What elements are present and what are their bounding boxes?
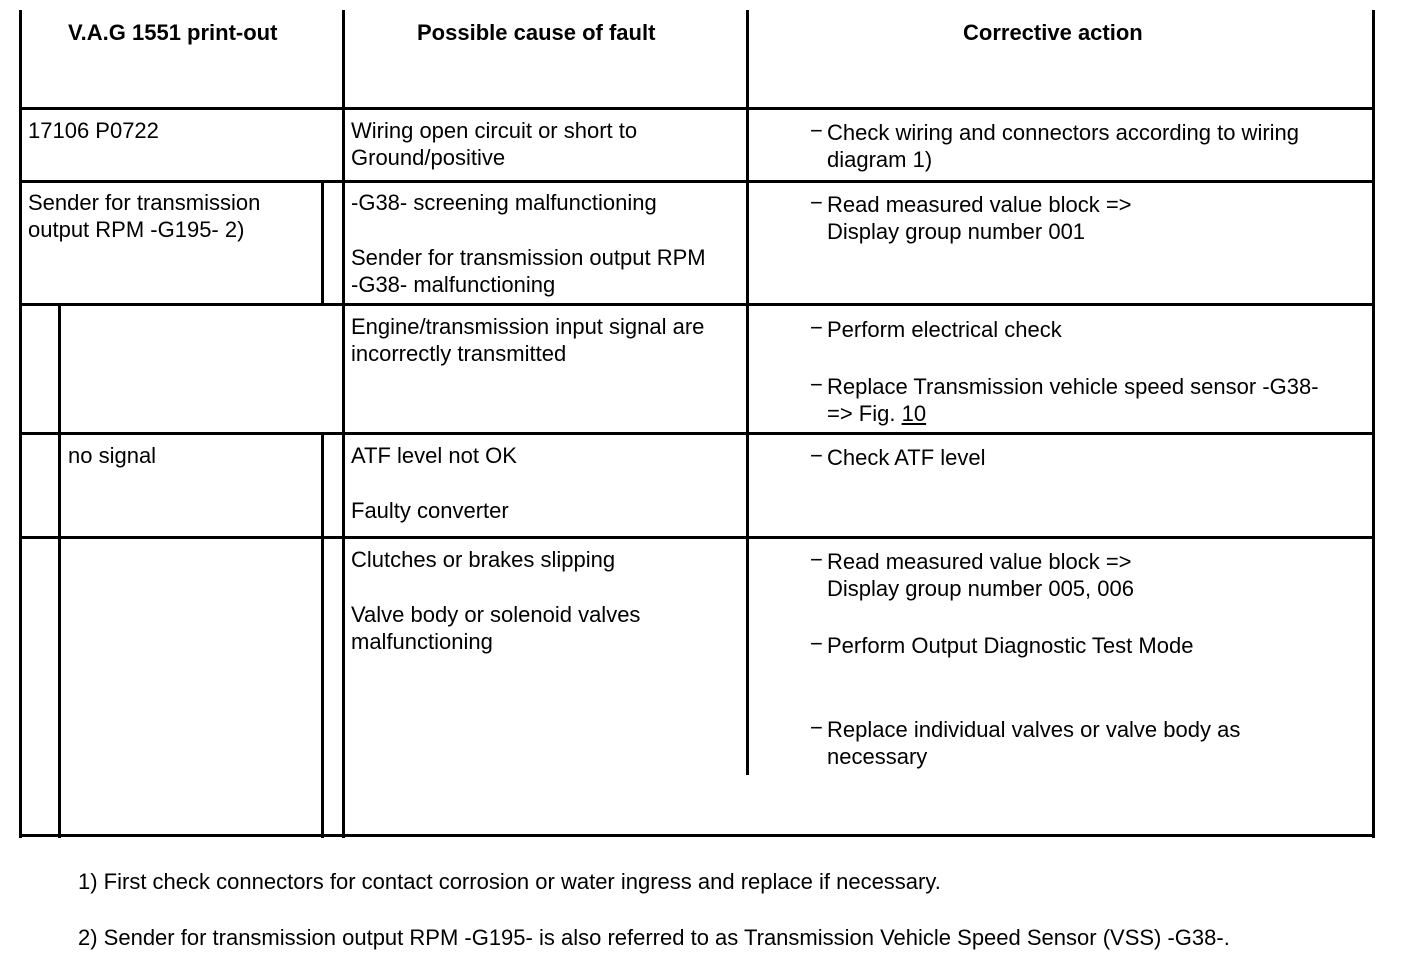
grid-line <box>746 10 749 775</box>
bullet-dash: − <box>810 315 823 340</box>
grid-line <box>19 834 1375 837</box>
bullet-dash: − <box>810 631 823 656</box>
cause-text: ATF level not OK <box>351 443 517 468</box>
action-text: Read measured value block => <box>827 192 1132 217</box>
grid-line <box>19 536 1375 539</box>
action-text: Perform electrical check <box>827 317 1062 342</box>
cause-text: incorrectly transmitted <box>351 341 567 366</box>
bullet-dash: − <box>810 118 823 143</box>
bullet-dash: − <box>810 190 823 215</box>
bullet-dash: − <box>810 547 823 572</box>
header-printout: V.A.G 1551 print-out <box>68 20 278 45</box>
grid-line <box>19 180 1375 183</box>
action-text: Read measured value block => <box>827 549 1132 574</box>
grid-line <box>321 432 324 838</box>
action-text: Replace Transmission vehicle speed sensor -G38- <box>827 374 1319 399</box>
cause-text: -G38- screening malfunctioning <box>351 190 657 215</box>
cause-text: malfunctioning <box>351 629 493 654</box>
action-text: Replace individual valves or valve body as <box>827 717 1241 742</box>
printout-text: no signal <box>68 443 157 468</box>
grid-line <box>1372 10 1375 838</box>
header-cause: Possible cause of fault <box>417 20 656 45</box>
cause-text: Sender for transmission output RPM <box>351 245 706 270</box>
grid-line <box>19 432 1375 435</box>
header-action: Corrective action <box>963 20 1143 45</box>
cause-text: -G38- malfunctioning <box>351 272 556 297</box>
action-text: Display group number 001 <box>827 219 1086 244</box>
grid-line <box>19 107 1375 110</box>
cause-text: Engine/transmission input signal are <box>351 314 705 339</box>
figure-link[interactable]: 10 <box>901 401 927 426</box>
printout-text: output RPM -G195- 2) <box>28 217 245 242</box>
action-text: Check ATF level <box>827 445 986 470</box>
bullet-dash: − <box>810 715 823 740</box>
action-text: necessary <box>827 744 928 769</box>
cause-text: Valve body or solenoid valves <box>351 602 641 627</box>
action-text: Display group number 005, 006 <box>827 576 1134 601</box>
cause-text: Clutches or brakes slipping <box>351 547 616 572</box>
cause-text: Faulty converter <box>351 498 509 523</box>
action-text: Check wiring and connectors according to wiring <box>827 120 1300 145</box>
grid-line <box>321 180 324 306</box>
printout-text: Sender for transmission <box>28 190 261 215</box>
grid-line <box>342 10 345 838</box>
bullet-dash: − <box>810 443 823 468</box>
cause-text: Ground/positive <box>351 145 506 170</box>
grid-line <box>58 303 61 838</box>
cause-text: Wiring open circuit or short to <box>351 118 638 143</box>
footnote: 1) First check connectors for contact corrosion or water ingress and replace if necessary. <box>78 869 941 894</box>
footnote: 2) Sender for transmission output RPM -G195- is also referred to as Transmission Vehicle Speed Sensor (VSS) -G38-. <box>78 925 1230 950</box>
printout-code: 17106 P0722 <box>28 118 159 143</box>
grid-line <box>19 10 22 838</box>
action-text: diagram 1) <box>827 147 933 172</box>
action-text: Perform Output Diagnostic Test Mode <box>827 633 1194 658</box>
grid-line <box>19 303 1375 306</box>
bullet-dash: − <box>810 372 823 397</box>
action-text: => Fig. 10 <box>827 401 927 426</box>
